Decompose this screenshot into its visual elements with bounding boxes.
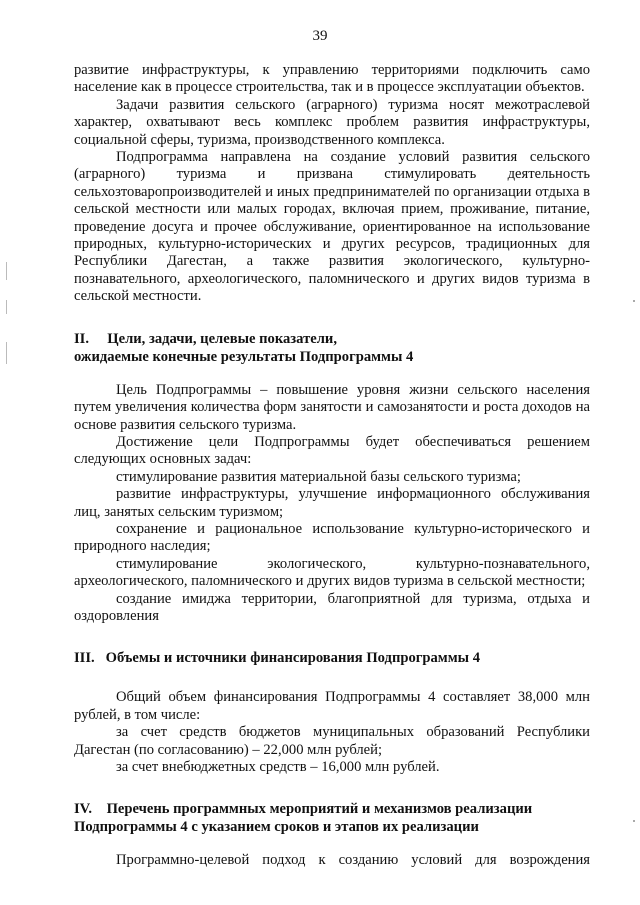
scan-margin-mark <box>6 342 7 364</box>
page-number: 39 <box>312 28 328 44</box>
scan-speck <box>633 820 635 822</box>
section-heading-2-line-1: II. Цели, задачи, целевые показатели, <box>74 330 337 347</box>
paragraph: Подпрограмма направлена на создание условий развития сельского (аграрного) туризма и призвана стимулировать деятельность сельхозтоваропроизводителей и иных предпринимателей по организации отдыха в сельской местности или малых городах, включая прием, проживание, питание, проведение досуга и прочее обслуживание, ориентированное на использование природных, культурно-исторических и других ресурсов, традиционных для Республики Дагестан, а также развития экологического, культурно-познавательного, археологического, паломнического и других видов туризма в сельской местности. <box>74 149 590 305</box>
list-item: стимулирование экологического, культурно-познавательного, археологического, паломнического и других видов туризма в сельской местности; <box>74 555 590 590</box>
scan-margin-mark <box>6 300 7 314</box>
paragraph: развитие инфраструктуры, к управлению территориями подключить само население как в процессе строительства, так и в процессе эксплуатации объектов. <box>74 62 590 96</box>
paragraph: за счет внебюджетных средств – 16,000 млн рублей. <box>116 759 440 775</box>
paragraph: Задачи развития сельского (аграрного) туризма носят межотраслевой характер, охватывают весь комплекс проблем развития инфраструктуры, социальной сферы, туризма, производственного комплекса. <box>74 96 590 148</box>
paragraph: Достижение цели Подпрограммы будет обеспечиваться решением следующих основных задач: <box>74 433 590 468</box>
document-body <box>74 62 590 870</box>
list-item: стимулирование развития материальной базы сельского туризма; <box>116 468 521 485</box>
section-heading-4-line-2: Подпрограммы 4 с указанием сроков и этапов их реализации <box>74 819 479 836</box>
section-heading-4-line-1: IV. Перечень программных мероприятий и механизмов реализации <box>74 801 533 818</box>
paragraph: за счет средств бюджетов муниципальных образований Республики Дагестан (по согласованию) – 22,000 млн рублей; <box>74 724 590 758</box>
scan-speck <box>633 300 635 302</box>
paragraph: Программно-целевой подход к созданию условий для возрождения <box>116 852 590 869</box>
section-heading-2 <box>74 330 590 366</box>
paragraph: Общий объем финансирования Подпрограммы 4 составляет 38,000 млн рублей, в том числе: <box>74 689 590 723</box>
list-item: развитие инфраструктуры, улучшение информационного обслуживания лиц, занятых сельским туризмом; <box>74 486 590 520</box>
paragraph: Цель Подпрограммы – повышение уровня жизни сельского населения путем увеличения количества форм занятости и самозанятости и роста доходов на основе развития сельского туризма. <box>74 381 590 433</box>
section-heading-2-line-2: ожидаемые конечные результаты Подпрограммы 4 <box>74 348 414 365</box>
section-heading-3: III. Объемы и источники финансирования Подпрограммы 4 <box>74 650 481 667</box>
list-item: создание имиджа территории, благоприятной для туризма, отдыха и оздоровления <box>74 590 590 624</box>
scan-margin-mark <box>6 262 7 280</box>
section-heading-4 <box>74 800 590 836</box>
list-item: сохранение и рациональное использование культурно-исторического и природного наследия; <box>74 520 590 555</box>
